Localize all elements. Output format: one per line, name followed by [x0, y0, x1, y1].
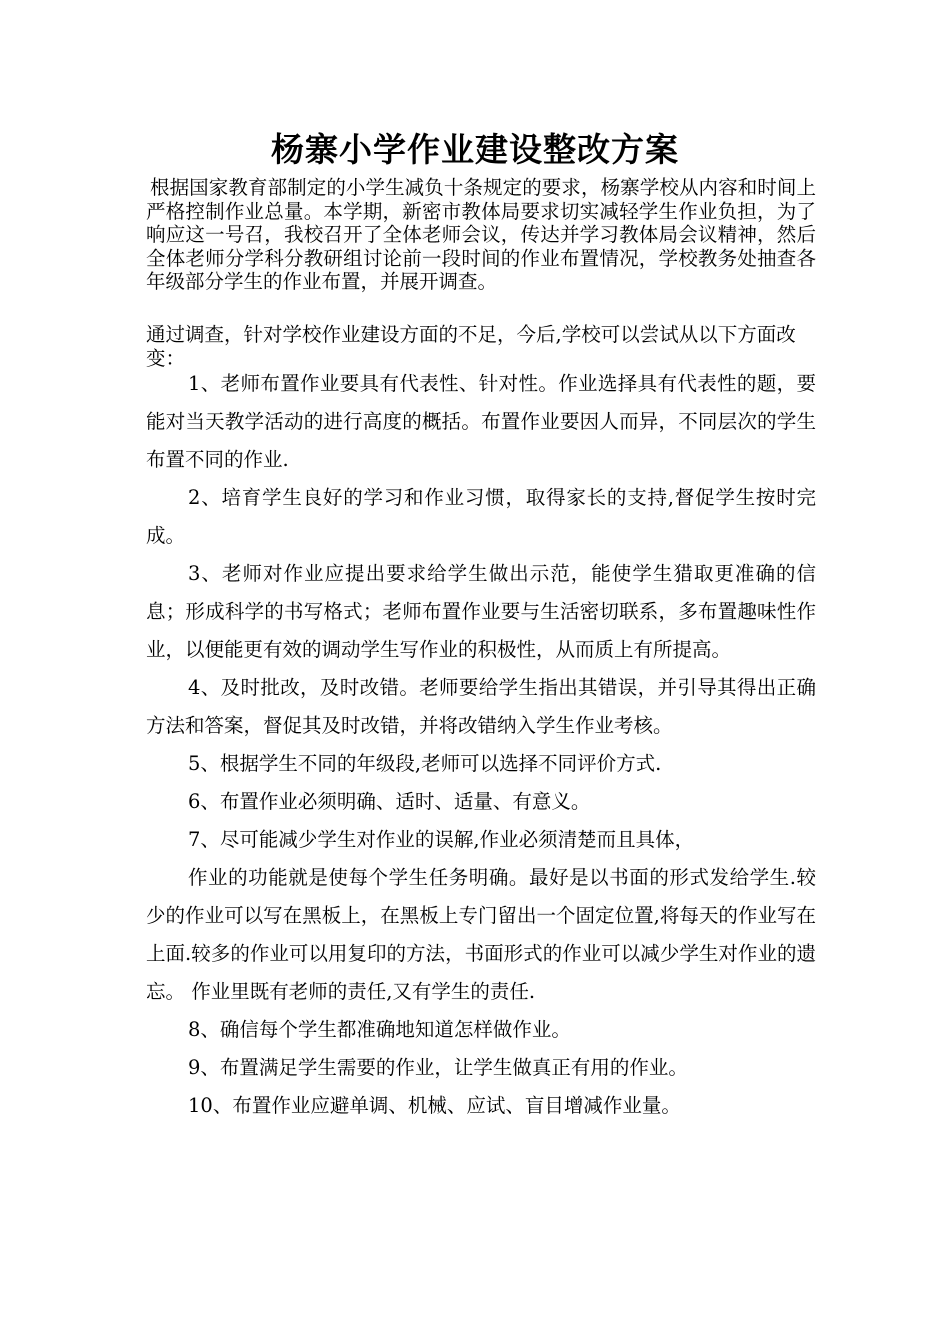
lead-paragraph: 通过调查，针对学校作业建设方面的不足，今后,学校可以尝试从以下方面改变： — [146, 323, 796, 370]
measure-item-5: 5、根据学生不同的年级段,老师可以选择不同评价方式. — [188, 752, 662, 775]
measure-item-7-detail: 作业的功能就是使每个学生任务明确。最好是以书面的形式发给学生.较少的作业可以写在黑板上，在黑板上专门留出一个固定位置,将每天的作业写在上面.较多的作业可以用复印的方法，书面形式的作业可以减少学生对作业的遗忘。 作业里既有老师的责任,又有学生的责任. — [146, 866, 816, 1003]
measure-item-10: 10、布置作业应避单调、机械、应试、盲目增减作业量。 — [188, 1094, 681, 1117]
measure-item-8: 8、确信每个学生都准确地知道怎样做作业。 — [188, 1018, 571, 1041]
measure-item-7: 7、尽可能减少学生对作业的误解,作业必须清楚而且具体， — [188, 828, 695, 851]
measure-item-6: 6、布置作业必须明确、适时、适量、有意义。 — [188, 790, 591, 813]
measure-item-9: 9、布置满足学生需要的作业，让学生做真正有用的作业。 — [188, 1056, 688, 1079]
document-title: 杨寨小学作业建设整改方案 — [271, 130, 679, 169]
intro-paragraph: 根据国家教育部制定的小学生减负十条规定的要求，杨寨学校从内容和时间上严格控制作业总量。本学期，新密市教体局要求切实减轻学生作业负担，为了响应这一号召，我校召开了全体老师会议，传达并学习教体局会议精神，然后全体老师分学科分教研组讨论前一段时间的作业布置情况，学校教务处抽查各年级部分学生的作业布置，并展开调查。 — [146, 176, 816, 293]
measure-item-2: 2、培育学生良好的学习和作业习惯，取得家长的支持,督促学生按时完成。 — [146, 486, 816, 547]
measures-list — [146, 365, 816, 1125]
measure-item-3: 3、老师对作业应提出要求给学生做出示范，能使学生猎取更准确的信息；形成科学的书写格式；老师布置作业要与生活密切联系，多布置趣味性作业，以便能更有效的调动学生写作业的积极性，从而质上有所提高。 — [146, 562, 816, 661]
measure-item-1: 1、老师布置作业要具有代表性、针对性。作业选择具有代表性的题，要能对当天教学活动的进行高度的概括。布置作业要因人而异，不同层次的学生布置不同的作业. — [146, 372, 816, 471]
measure-item-4: 4、及时批改，及时改错。老师要给学生指出其错误，并引导其得出正确方法和答案，督促其及时改错，并将改错纳入学生作业考核。 — [146, 676, 816, 737]
